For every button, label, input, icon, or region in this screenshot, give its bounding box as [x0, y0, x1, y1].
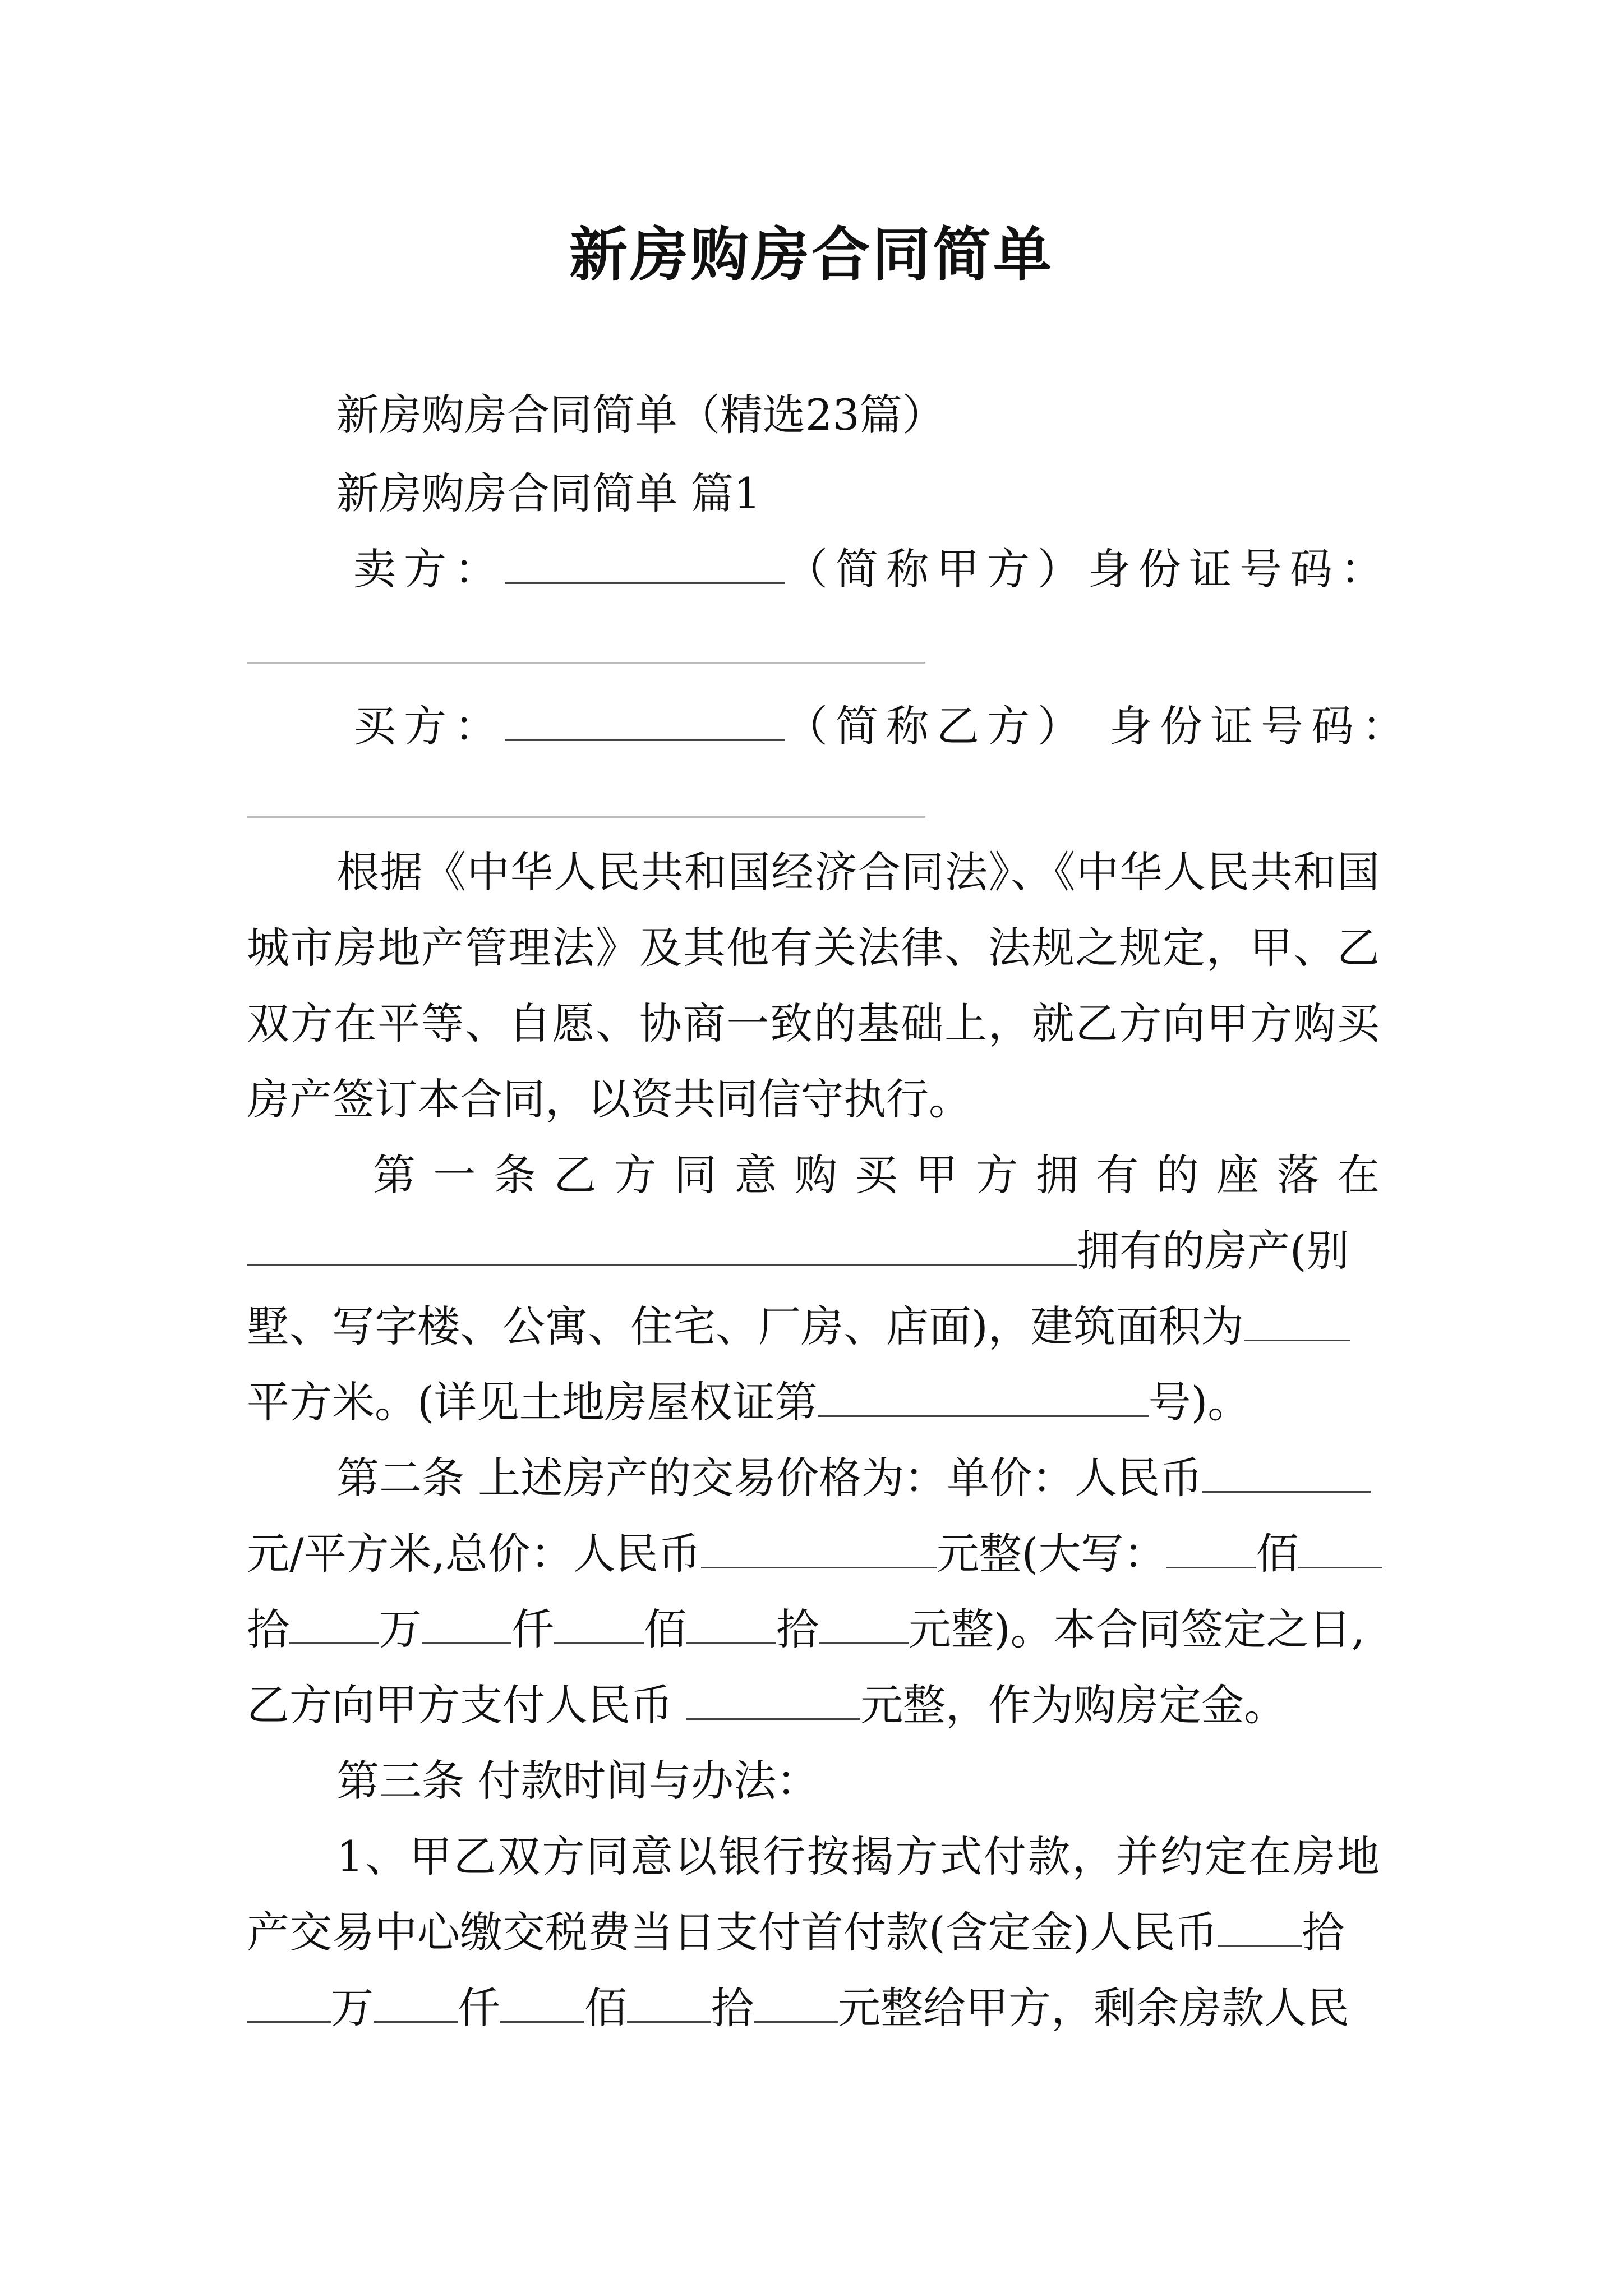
article2-line4 [247, 1677, 1380, 1733]
article1-text: 墅、写字楼、公寓、住宅、厂房、店面)，建筑面积为 [247, 1301, 1244, 1351]
amount-blank [1298, 1527, 1382, 1568]
amount-blank [686, 1603, 776, 1644]
article1-line2 [247, 1223, 1380, 1279]
article3-heading: 第三条 付款时间与办法： [336, 1756, 819, 1806]
article3-line3 [247, 1980, 1380, 2036]
amount-blank [819, 1603, 909, 1644]
amount-blank [1218, 1906, 1302, 1947]
amount-blank [422, 1603, 511, 1644]
article1-text: 号)。 [1148, 1377, 1251, 1427]
article2-text: 元整)。本合同签定之日, [909, 1604, 1365, 1654]
amount-blank [1166, 1527, 1256, 1568]
paragraph-line: 双方在平等、自愿、协商一致的基础上，就乙方向甲方购买 [247, 999, 1380, 1048]
article1-text: 拥有的房产(别 [1077, 1226, 1349, 1276]
article2-line3 [247, 1602, 1380, 1658]
total-price-blank [701, 1527, 937, 1568]
buyer-suffix: （简称乙方） 身份证号码： [785, 701, 1413, 751]
article2-line1 [336, 1450, 1380, 1506]
article3-text: 仟 [458, 1983, 500, 2033]
section-heading: 新房购房合同简单 篇1 [336, 468, 761, 518]
buyer-id-blank [247, 816, 925, 818]
seller-id-blank [247, 662, 925, 664]
article1-line3 [247, 1299, 1380, 1355]
article3-line1: 1、甲乙双方同意以银行按揭方式付款，并约定在房地 [336, 1832, 1380, 1881]
article1-text: 平方米。(详见土地房屋权证第 [247, 1377, 818, 1427]
amount-blank [500, 1982, 584, 2023]
buyer-name-blank [505, 700, 785, 741]
article2-text: 佰 [644, 1604, 686, 1654]
unit-price-blank [1202, 1452, 1371, 1493]
article2-text: 元/平方米,总价：人民币 [247, 1529, 701, 1579]
certificate-number-blank [818, 1376, 1149, 1417]
location-blank [247, 1225, 1077, 1266]
seller-line [353, 541, 1391, 597]
article2-text: 万 [379, 1604, 422, 1654]
subtitle: 新房购房合同简单（精选23篇） [336, 390, 945, 440]
article2-text: 佰 [1256, 1529, 1299, 1579]
article3-text: 拾 [711, 1983, 754, 2033]
article3-text: 拾 [1302, 1907, 1345, 1957]
paragraph-line: 根据《中华人民共和国经济合同法》、《中华人民共和国 [336, 847, 1380, 897]
article2-text: 元整(大写： [936, 1529, 1166, 1579]
deposit-blank [686, 1679, 860, 1720]
article1-line4 [247, 1374, 1380, 1430]
article2-text: 乙方向甲方支付人民币 [247, 1680, 673, 1730]
article2-text: 拾 [776, 1604, 819, 1654]
article3-text: 佰 [584, 1983, 627, 2033]
article2-text: 第二条 上述房产的交易价格为：单价：人民币 [336, 1453, 1203, 1503]
buyer-label: 买方： [353, 701, 505, 751]
paragraph-line: 城市房地产管理法》及其他有关法律、法规之规定，甲、乙 [247, 923, 1380, 973]
article2-text: 元整，作为购房定金。 [860, 1680, 1287, 1730]
article1-line1: 第一条乙方同意购买甲方拥有的座落在 [373, 1150, 1380, 1200]
buyer-line [353, 698, 1413, 754]
article2-text: 仟 [511, 1604, 554, 1654]
amount-blank [554, 1603, 644, 1644]
article3-text: 元整给甲方，剩余房款人民 [838, 1983, 1349, 2033]
amount-blank [754, 1982, 838, 2023]
amount-blank [627, 1982, 711, 2023]
paragraph-line: 房产签订本合同，以资共同信守执行。 [247, 1074, 971, 1124]
article2-text: 拾 [247, 1604, 289, 1654]
article3-text: 产交易中心缴交税费当日支付首付款(含定金)人民币 [247, 1907, 1218, 1957]
document-title: 新房购房合同简单 [569, 220, 1054, 289]
seller-label: 卖方： [353, 544, 505, 594]
article3-text: 万 [331, 1983, 374, 2033]
area-blank [1244, 1300, 1350, 1341]
seller-name-blank [505, 543, 785, 584]
amount-blank [289, 1603, 379, 1644]
article2-line2 [247, 1526, 1380, 1582]
amount-blank [247, 1982, 331, 2023]
amount-blank [374, 1982, 458, 2023]
article3-line2 [247, 1904, 1380, 1961]
seller-suffix: （简称甲方）身份证号码： [785, 544, 1391, 594]
